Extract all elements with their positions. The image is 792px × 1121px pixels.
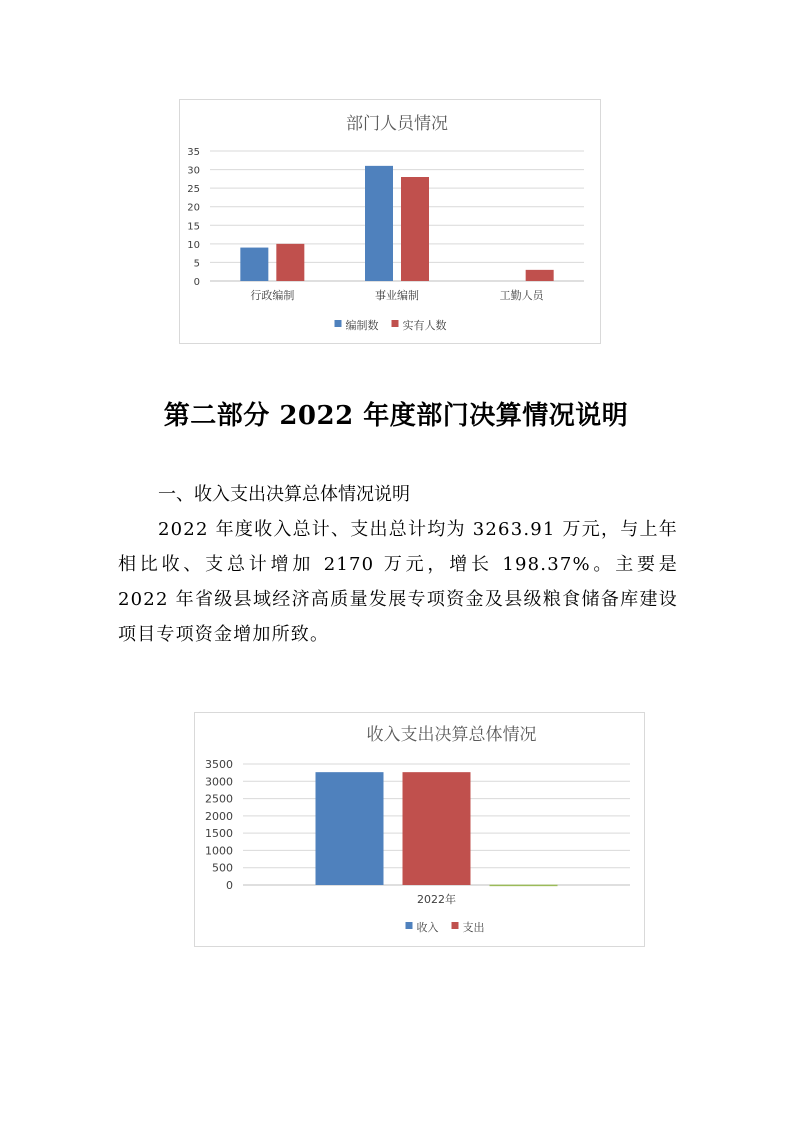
- y-tick-label: 25: [187, 184, 200, 196]
- staff-chart: [179, 99, 601, 344]
- chart-title: 部门人员情况: [346, 114, 448, 134]
- legend-label: 支出: [462, 921, 485, 934]
- bar: [403, 772, 471, 885]
- y-tick-label: 500: [212, 861, 233, 875]
- staff-chart-svg: [180, 100, 600, 343]
- bar: [526, 270, 554, 281]
- legend-swatch: [406, 922, 413, 929]
- bar: [401, 177, 429, 281]
- legend-label: 收入: [416, 921, 439, 934]
- bar: [240, 248, 268, 281]
- income-expense-chart-svg: [195, 713, 644, 946]
- y-tick-label: 15: [187, 221, 200, 233]
- bar: [316, 772, 384, 885]
- bar: [276, 244, 304, 281]
- y-tick-label: 10: [187, 239, 200, 251]
- y-tick-label: 5: [193, 258, 200, 270]
- legend-label: 实有人数: [402, 319, 447, 332]
- x-category-label: 工勤人员: [499, 289, 544, 302]
- legend-swatch: [335, 320, 342, 327]
- y-tick-label: 3000: [205, 775, 233, 789]
- body-paragraph: 2022 年度收入总计、支出总计均为 3263.91 万元，与上年相比收、支总计增加 2170 万元，增长 198.37%。主要是 2022 年省级县域经济高质量发展专项资金及县级粮食储备库建设项目专项资金增加所致。: [118, 519, 678, 645]
- y-tick-label: 2500: [205, 792, 233, 806]
- bar: [365, 166, 393, 281]
- y-tick-label: 1000: [205, 844, 233, 858]
- y-tick-label: 0: [226, 879, 233, 892]
- chart-title: 收入支出决算总体情况: [366, 725, 537, 745]
- x-category-label: 事业编制: [375, 289, 419, 302]
- x-category-label: 行政编制: [250, 289, 295, 302]
- y-tick-label: 0: [193, 277, 200, 288]
- legend-label: 编制数: [345, 319, 379, 332]
- legend-swatch: [392, 320, 399, 327]
- legend-swatch: [452, 922, 459, 929]
- y-tick-label: 20: [187, 202, 200, 214]
- y-tick-label: 2000: [205, 809, 233, 823]
- y-tick-label: 30: [187, 165, 200, 177]
- y-tick-label: 3500: [205, 758, 233, 771]
- x-category-label: 2022年: [417, 893, 456, 906]
- part-title: 第二部分 2022 年度部门决算情况说明: [163, 401, 629, 431]
- bar: [490, 885, 558, 887]
- y-tick-label: 35: [187, 147, 200, 158]
- income-expense-chart: [194, 712, 645, 947]
- y-tick-label: 1500: [205, 827, 233, 841]
- section-heading: 一、收入支出决算总体情况说明: [158, 484, 410, 505]
